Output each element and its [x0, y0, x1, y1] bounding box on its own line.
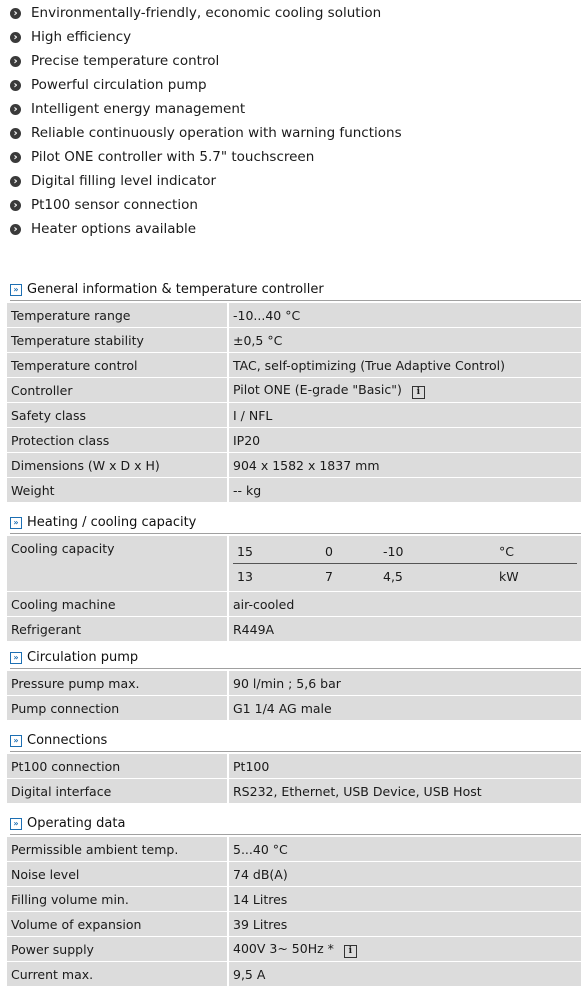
table-row: Power supply 400V 3~ 50Hz * i — [7, 937, 581, 962]
bullet-icon — [10, 152, 21, 163]
table-row: Protection class IP20 — [7, 428, 581, 453]
section-heating-title[interactable]: » Heating / cooling capacity — [10, 513, 581, 534]
table-row: Controller Pilot ONE (E-grade "Basic") i — [7, 378, 581, 403]
table-row: Volume of expansion 39 Litres — [7, 912, 581, 937]
feature-item: › Pilot ONE controller with 5.7" touchscreen — [10, 145, 402, 169]
table-row: Cooling capacity 15 0 -10 °C 13 7 4,5 kW — [7, 536, 581, 592]
feature-item: › Heater options available — [10, 217, 402, 241]
table-row: Temperature range -10...40 °C — [7, 303, 581, 328]
feature-list — [10, 1, 402, 241]
info-icon[interactable]: i — [344, 945, 357, 958]
bullet-icon — [10, 80, 21, 91]
table-row: Temperature stability ±0,5 °C — [7, 328, 581, 353]
pump-table — [7, 671, 581, 721]
table-row: Refrigerant R449A — [7, 617, 581, 642]
operating-table — [7, 837, 581, 987]
feature-item: › Intelligent energy management — [10, 97, 402, 121]
table-row: Noise level 74 dB(A) — [7, 862, 581, 887]
feature-item: › Environmentally-friendly, economic cooling solution — [10, 1, 402, 25]
table-row: Digital interface RS232, Ethernet, USB Device, USB Host — [7, 779, 581, 804]
bullet-icon — [10, 128, 21, 139]
expand-arrow-icon — [10, 818, 22, 830]
bullet-icon — [10, 8, 21, 19]
section-operating-title[interactable]: » Operating data — [10, 814, 581, 835]
heating-table — [7, 536, 581, 642]
bullet-icon — [10, 224, 21, 235]
feature-item: › High efficiency — [10, 25, 402, 49]
expand-arrow-icon — [10, 517, 22, 529]
table-row: Weight -- kg — [7, 478, 581, 503]
feature-item: › Precise temperature control — [10, 49, 402, 73]
connections-table — [7, 754, 581, 804]
section-pump-title[interactable]: » Circulation pump — [10, 648, 581, 669]
table-row: Filling volume min. 14 Litres — [7, 887, 581, 912]
bullet-icon — [10, 104, 21, 115]
section-general-title[interactable]: » General information & temperature controller — [10, 280, 581, 301]
feature-item: › Pt100 sensor connection — [10, 193, 402, 217]
general-table — [7, 303, 581, 503]
table-row: Cooling machine air-cooled — [7, 592, 581, 617]
table-row: Current max. 9,5 A — [7, 962, 581, 987]
bullet-icon — [10, 32, 21, 43]
feature-item: › Powerful circulation pump — [10, 73, 402, 97]
expand-arrow-icon — [10, 284, 22, 296]
table-row: Pump connection G1 1/4 AG male — [7, 696, 581, 721]
expand-arrow-icon — [10, 735, 22, 747]
bullet-icon — [10, 56, 21, 67]
table-row: Permissible ambient temp. 5...40 °C — [7, 837, 581, 862]
table-row: Safety class I / NFL — [7, 403, 581, 428]
table-row: Pressure pump max. 90 l/min ; 5,6 bar — [7, 671, 581, 696]
info-icon[interactable]: i — [412, 386, 425, 399]
bullet-icon — [10, 176, 21, 187]
expand-arrow-icon — [10, 652, 22, 664]
feature-item: › Digital filling level indicator — [10, 169, 402, 193]
table-row: Temperature control TAC, self-optimizing (True Adaptive Control) — [7, 353, 581, 378]
bullet-icon — [10, 200, 21, 211]
feature-item: › Reliable continuously operation with warning functions — [10, 121, 402, 145]
table-row: Pt100 connection Pt100 — [7, 754, 581, 779]
section-connections-title[interactable]: » Connections — [10, 731, 581, 752]
table-row: Dimensions (W x D x H) 904 x 1582 x 1837 mm — [7, 453, 581, 478]
cooling-capacity-grid: 15 0 -10 °C 13 7 4,5 kW — [233, 539, 577, 588]
